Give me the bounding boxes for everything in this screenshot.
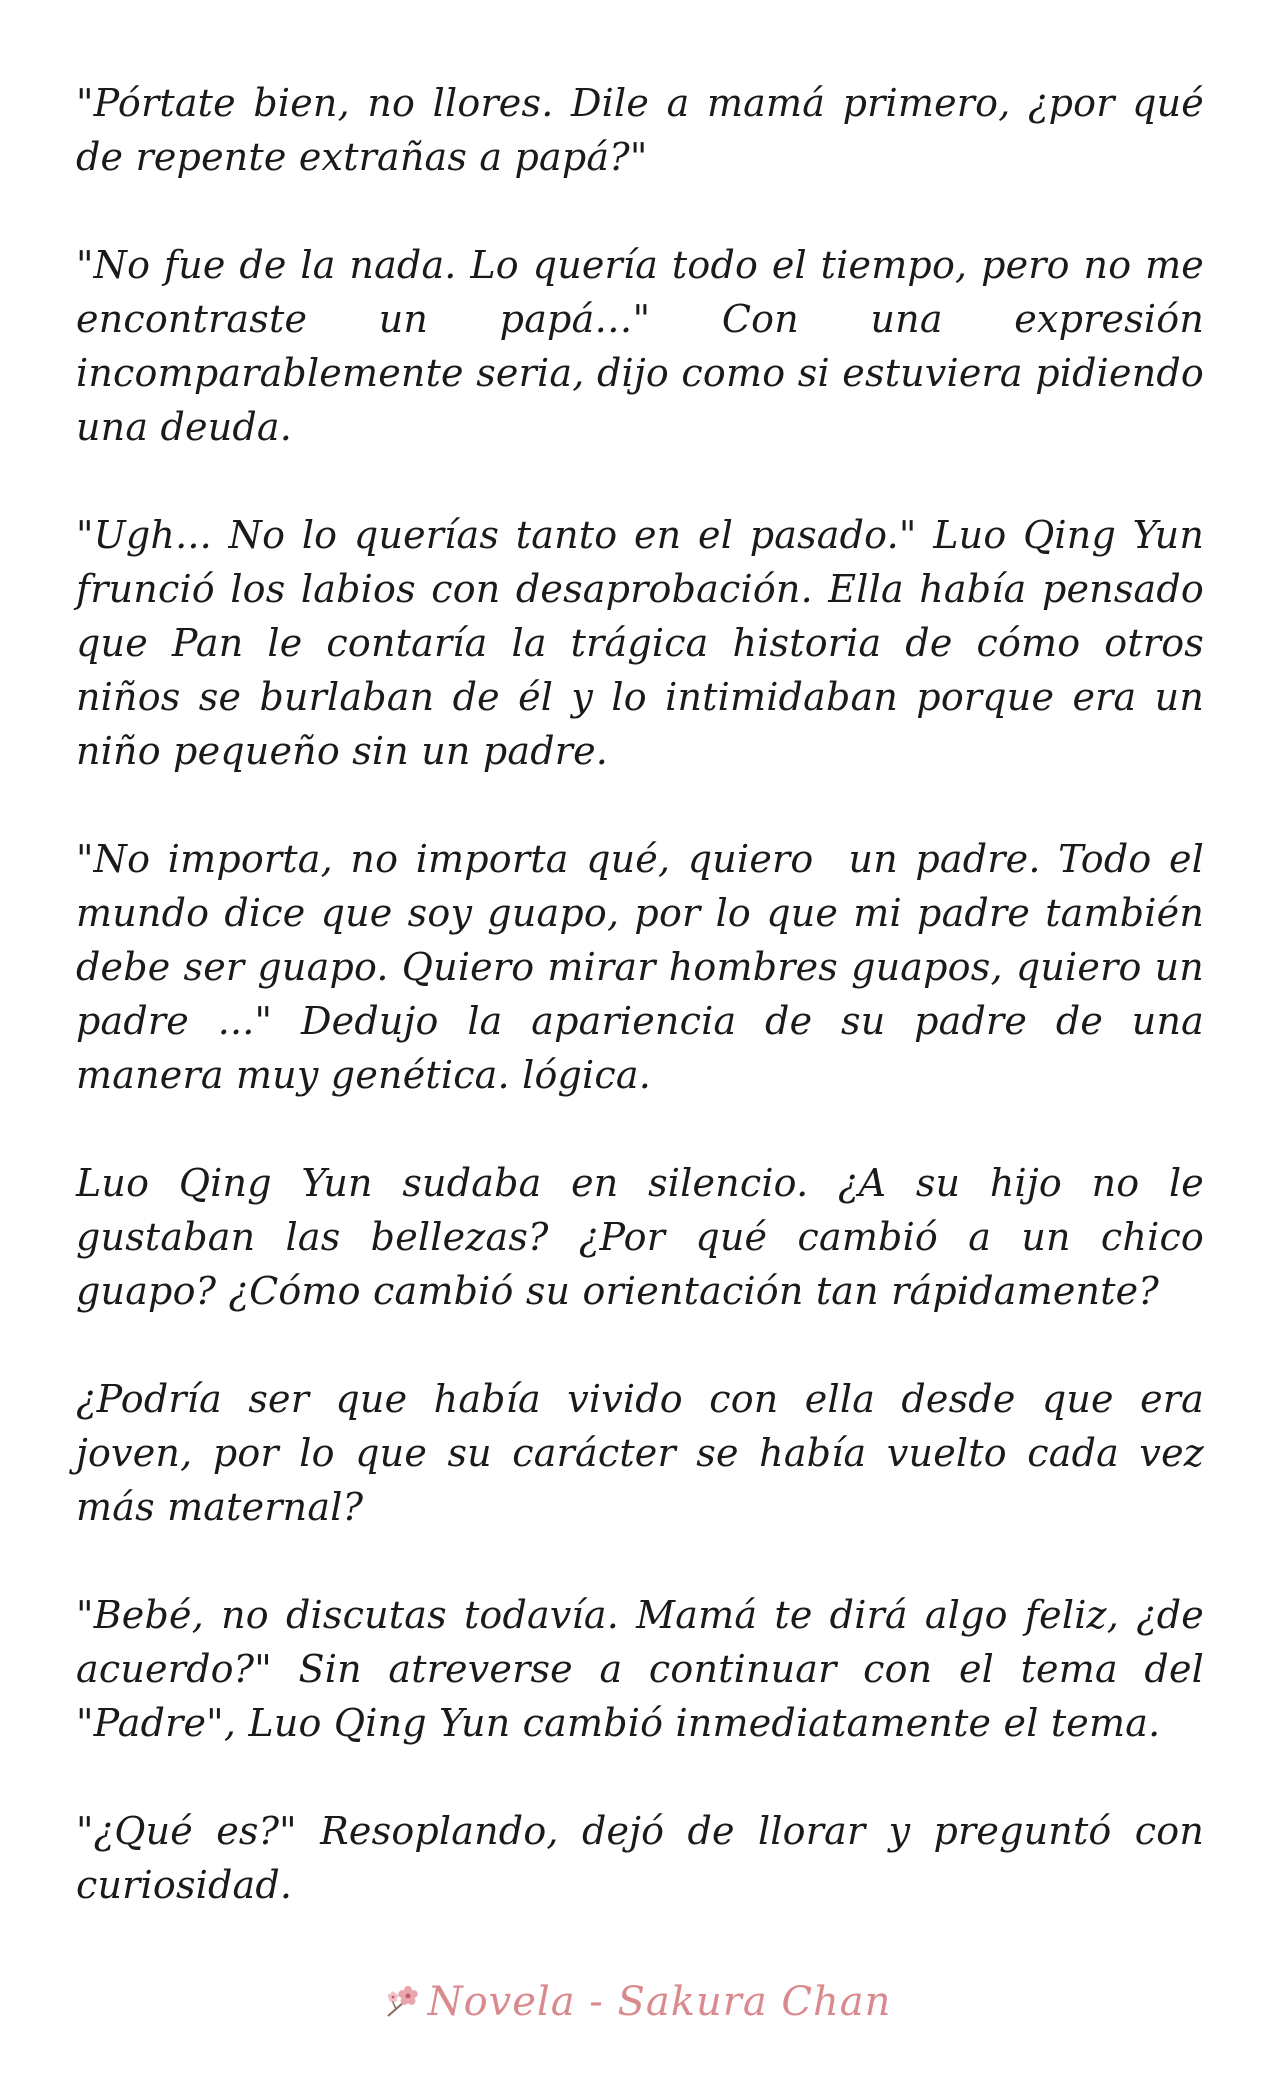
paragraph: "Pórtate bien, no llores. Dile a mamá primero, ¿por qué de repente extrañas a papá?"	[76, 81, 1217, 179]
paragraph: ¿Podría ser que había vivido con ella desde que era joven, por lo que su carácter se había vuelto cada vez más maternal?	[76, 1377, 1217, 1529]
paragraph: "No importa, no importa qué, quiero un padre. Todo el mundo dice que soy guapo, por lo que mi padre también debe ser guapo. Quiero mirar hombres guapos, quiero un padre ..." Dedujo la apariencia de su padre de una manera muy genética. lógica.	[76, 837, 1217, 1097]
footer-watermark	[0, 1972, 1275, 2032]
paragraph: "Bebé, no discutas todavía. Mamá te dirá algo feliz, ¿de acuerdo?" Sin atreverse a continuar con el tema del "Padre", Luo Qing Yun cambió inmediatamente el tema.	[76, 1593, 1217, 1745]
paragraph: "No fue de la nada. Lo quería todo el tiempo, pero no me encontraste un papá…" Con una expresión incomparablemente seria, dijo como si estuviera pidiendo una deuda.	[76, 243, 1217, 449]
paragraph: "¿Qué es?" Resoplando, dejó de llorar y preguntó con curiosidad.	[76, 1809, 1217, 1907]
sakura-flower-icon	[384, 1982, 424, 2022]
story-text	[76, 76, 1217, 1912]
footer-credit: Novela - Sakura Chan	[427, 1979, 892, 2025]
paragraph: Luo Qing Yun sudaba en silencio. ¿A su hijo no le gustaban las bellezas? ¿Por qué cambió a un chico guapo? ¿Cómo cambió su orientación tan rápidamente?	[76, 1161, 1217, 1313]
paragraph: "Ugh... No lo querías tanto en el pasado." Luo Qing Yun frunció los labios con desaprobación. Ella había pensado que Pan le contaría la trágica historia de cómo otros niños se burlaban de él y lo intimidaban porque era un niño pequeño sin un padre.	[76, 513, 1217, 773]
